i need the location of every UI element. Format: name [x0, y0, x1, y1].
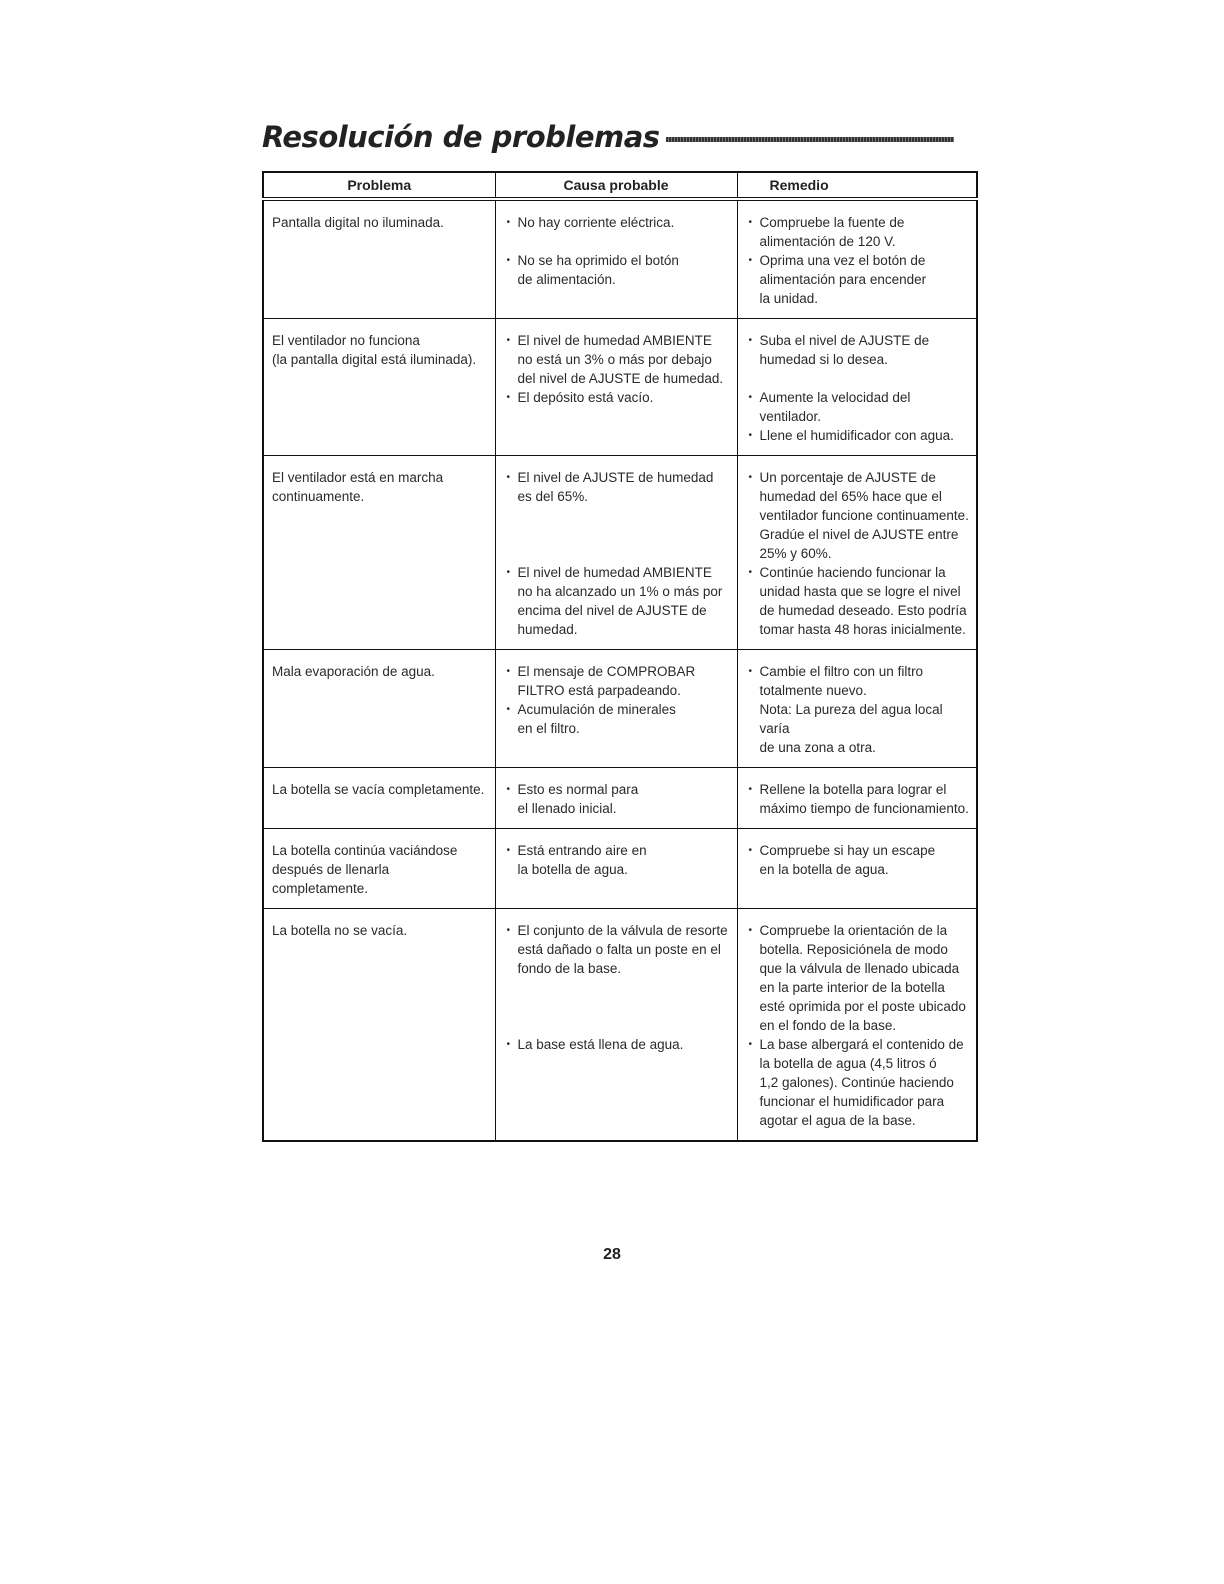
cause-cell [495, 909, 737, 1142]
remedy-item: • Continúe haciendo funcionar la unidad hasta que se logre el nivel de humedad deseado. Esto podría tomar hasta 48 horas inicialmente. [746, 563, 971, 639]
remedy-item: • La base albergará el contenido de la botella de agua (4,5 litros ó 1,2 galones). Continúe haciendo funcionar el humidificador para agotar el agua de la base. [746, 1035, 971, 1130]
problem-cell [263, 650, 495, 768]
remedy-item: • Llene el humidificador con agua. [746, 426, 971, 445]
problem-cell [263, 768, 495, 829]
table-row [263, 199, 977, 319]
remedy-item: • Compruebe la orientación de la botella. Reposiciónela de modo que la válvula de llenado ubicada en la parte interior de la botella esté oprimida por el poste ubicado en el fondo de la base. [746, 921, 971, 1035]
table-row [263, 319, 977, 456]
remedy-item: • Rellene la botella para lograr el máximo tiempo de funcionamiento. [746, 780, 971, 818]
cause-item: • No se ha oprimido el botón de alimentación. [504, 251, 731, 289]
remedy-note: Nota: La pureza del agua local varía [759, 702, 943, 736]
table-row [263, 768, 977, 829]
cause-item: • El depósito está vacío. [504, 388, 731, 407]
problem-cell [263, 199, 495, 319]
remedy-cell [737, 829, 977, 909]
cause-item: • Acumulación de minerales en el filtro. [504, 700, 731, 738]
page-title: Resolución de problemas [262, 120, 660, 154]
remedy-cell [737, 909, 977, 1142]
table-header-row [263, 172, 977, 199]
cause-cell [495, 829, 737, 909]
remedy-item: • Oprima una vez el botón de alimentación para encender la unidad. [746, 251, 971, 308]
problem-text: El ventilador no funciona (la pantalla digital está iluminada). [272, 333, 477, 367]
cause-item: • El nivel de humedad AMBIENTE no está un 3% o más por debajo del nivel de AJUSTE de humedad. [504, 331, 731, 388]
cause-cell [495, 199, 737, 319]
problem-text: Mala evaporación de agua. [272, 664, 435, 679]
problem-text: La botella no se vacía. [272, 923, 408, 938]
cause-item: • Esto es normal para el llenado inicial. [504, 780, 731, 818]
remedy-cell [737, 199, 977, 319]
remedy-cell [737, 650, 977, 768]
remedy-cell [737, 456, 977, 650]
header-cause: Causa probable [495, 172, 737, 199]
page-number: 28 [603, 1246, 621, 1263]
table-row [263, 456, 977, 650]
remedy-item: • Cambie el filtro con un filtro totalmente nuevo. Nota: La pureza del agua local varía de una zona a otra. [746, 662, 971, 757]
cause-cell [495, 319, 737, 456]
remedy-cell [737, 319, 977, 456]
cause-item: • Está entrando aire en la botella de agua. [504, 841, 731, 879]
cause-item: • No hay corriente eléctrica. [504, 213, 731, 232]
cause-item: • El nivel de humedad AMBIENTE no ha alcanzado un 1% o más por encima del nivel de AJUSTE de humedad. [504, 563, 731, 639]
problem-cell [263, 319, 495, 456]
problem-cell [263, 456, 495, 650]
cause-cell [495, 456, 737, 650]
cause-cell [495, 768, 737, 829]
cause-cell [495, 650, 737, 768]
remedy-item: • Aumente la velocidad del ventilador. [746, 388, 971, 426]
problem-text: La botella se vacía completamente. [272, 782, 485, 797]
problem-text: La botella continúa vaciándose después de llenarla completamente. [272, 843, 458, 896]
header-remedy: Remedio [737, 172, 977, 199]
problem-cell [263, 909, 495, 1142]
problem-cell [263, 829, 495, 909]
title-row [262, 112, 954, 156]
remedy-item: • Compruebe si hay un escape en la botella de agua. [746, 841, 971, 879]
remedy-item: • Suba el nivel de AJUSTE de humedad si lo desea. [746, 331, 971, 369]
cause-item: • La base está llena de agua. [504, 1035, 731, 1054]
header-problem: Problema [263, 172, 495, 199]
table-row [263, 909, 977, 1142]
remedy-cell [737, 768, 977, 829]
remedy-item: • Compruebe la fuente de alimentación de 120 V. [746, 213, 971, 251]
problem-text: El ventilador está en marcha continuamente. [272, 470, 444, 504]
cause-item: • El nivel de AJUSTE de humedad es del 65%. [504, 468, 731, 506]
remedy-item: • Un porcentaje de AJUSTE de humedad del 65% hace que el ventilador funcione continuamente. Gradúe el nivel de AJUSTE entre 25% y 60%. [746, 468, 971, 563]
table-row [263, 650, 977, 768]
cause-item: • El conjunto de la válvula de resorte está dañado o falta un poste en el fondo de la base. [504, 921, 731, 978]
table-row [263, 829, 977, 909]
title-rule [666, 137, 954, 142]
problem-text: Pantalla digital no iluminada. [272, 215, 444, 230]
troubleshooting-table [262, 171, 978, 1142]
cause-item: • El mensaje de COMPROBAR FILTRO está parpadeando. [504, 662, 731, 700]
